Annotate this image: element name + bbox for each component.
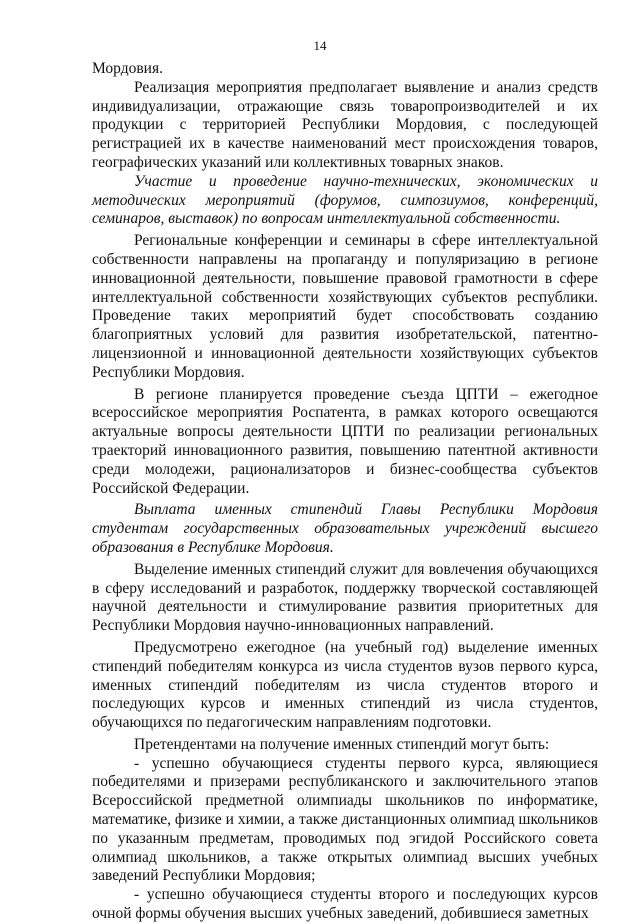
list-item: - успешно обучающиеся студенты первого курса, являющиеся победителями и призерами республиканского и заключительного этапов Всероссийской предметной олимпиады школьников по информатике, математике, физике и химии, а также дистанционных олимпиад школьников по указанным предметам, проводимых под эгидой Российского совета олимпиад школьников, а также открытых олимпиад высших учебных заведений Республики Мордовия; [92,754,598,885]
paragraph-body: В регионе планируется проведение съезда ЦПТИ – ежегодное всероссийское мероприятия Роспатента, в рамках которого освещаются актуальные вопросы деятельности ЦПТИ по реализации региональных траекторий инновационного развития, повышению патентной активности среди молодежи, рационализаторов и бизнес-сообщества субъектов Российской Федерации. [92,385,598,497]
section-heading: Выплата именных стипендий Главы Республики Мордовия студентам государственных образовательных учреждений высшего образования в Республике Мордовия. [92,501,598,556]
paragraph-continuation: Мордовия. [92,60,163,77]
paragraph-body: Предусмотрено ежегодное (на учебный год) выделение именных стипендий победителям конкурса из числа студентов вузов первого курса, именных стипендий победителям из числа студентов второго и последующих курсов и именных стипендий из числа студентов, обучающихся по педагогическим направлениям подготовки. [92,638,598,732]
list-item: - успешно обучающиеся студенты второго и последующих курсов очной формы обучения высших учебных заведений, добившиеся заметных [92,886,598,923]
paragraph-body: Реализация мероприятия предполагает выявление и анализ средств индивидуализации, отражающие связь товаропроизводителей и их продукции с территорией Республики Мордовия, с последующей регистрацией их в качестве наименований мест происхождения товаров, географических указаний или коллективных товарных знаков. [92,78,598,171]
paragraph-body: Претендентами на получение именных стипендий могут быть: [134,735,550,753]
paragraph-body: Региональные конференции и семинары в сфере интеллектуальной собственности направлены на пропаганду и популяризацию в регионе инновационной деятельности, повышение правовой грамотности в сфере интеллектуальной собственности хозяйствующих субъектов республики. Проведение таких мероприятий будет способствовать созданию благоприятных условий для развития изобретательской, патентно-лицензионной и инновационной деятельности хозяйствующих субъектов Республики Мордовия. [92,232,598,381]
page-number: 14 [313,38,327,53]
page-content [92,60,598,924]
section-heading: Участие и проведение научно-технических, экономических и методических мероприятий (форумов, симпозиумов, конференций, семинаров, выставок) по вопросам интеллектуальной собственности. [92,172,598,228]
paragraph-body: Выделение именных стипендий служит для вовлечения обучающихся в сферу исследований и разработок, поддержку творческой составляющей научной деятельности и стимулирование развития приоритетных для Республики Мордовия научно-инновационных направлений. [92,560,598,635]
